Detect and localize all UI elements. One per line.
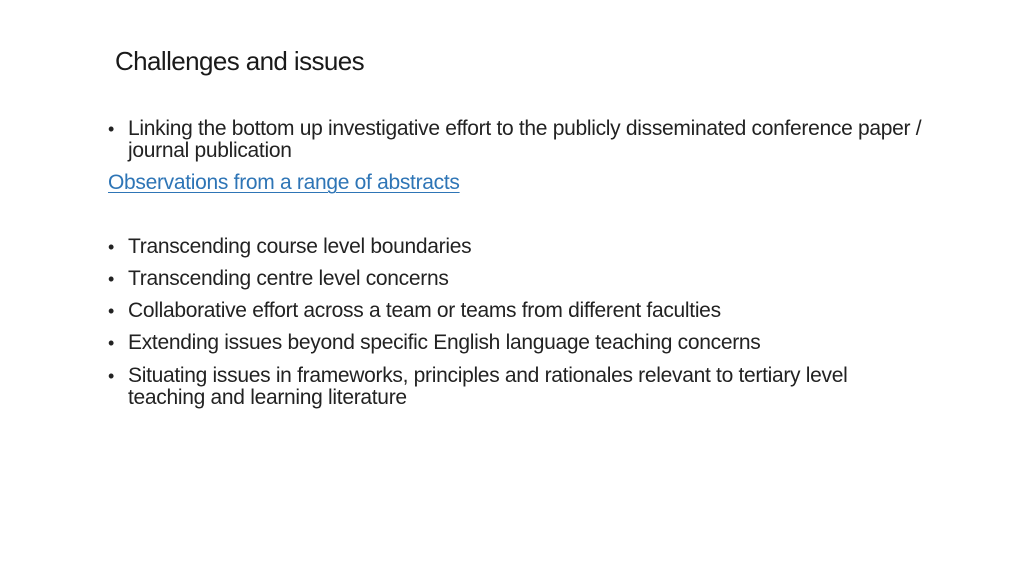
bullet-item-text: Transcending course level boundaries (128, 235, 472, 258)
bullet-dot-icon: • (108, 119, 115, 139)
bullet-dot-icon: • (108, 366, 115, 386)
bullet-item-text: Transcending centre level concerns (128, 267, 449, 290)
bullet-item-2 (108, 268, 928, 290)
intro-bullet-text: Linking the bottom up investigative effort to the publicly disseminated conference paper / journal publication (128, 117, 922, 162)
slide-title: Challenges and issues (115, 46, 365, 76)
intro-bullet (108, 118, 928, 162)
bullet-item-text: Collaborative effort across a team or teams from different faculties (128, 299, 721, 322)
bullet-dot-icon: • (108, 237, 115, 257)
bullet-item-text: Extending issues beyond specific English language teaching concerns (128, 331, 761, 354)
bullet-item-text: Situating issues in frameworks, principles and rationales relevant to tertiary level teaching and learning literature (128, 364, 848, 409)
bullet-item-4 (108, 332, 928, 354)
bullet-dot-icon: • (108, 333, 115, 353)
abstracts-link[interactable]: Observations from a range of abstracts (108, 171, 460, 194)
bullet-dot-icon: • (108, 269, 115, 289)
bullet-item-1 (108, 236, 928, 258)
bullet-item-3 (108, 300, 928, 322)
bullet-item-5 (108, 365, 928, 409)
bullet-dot-icon: • (108, 301, 115, 321)
